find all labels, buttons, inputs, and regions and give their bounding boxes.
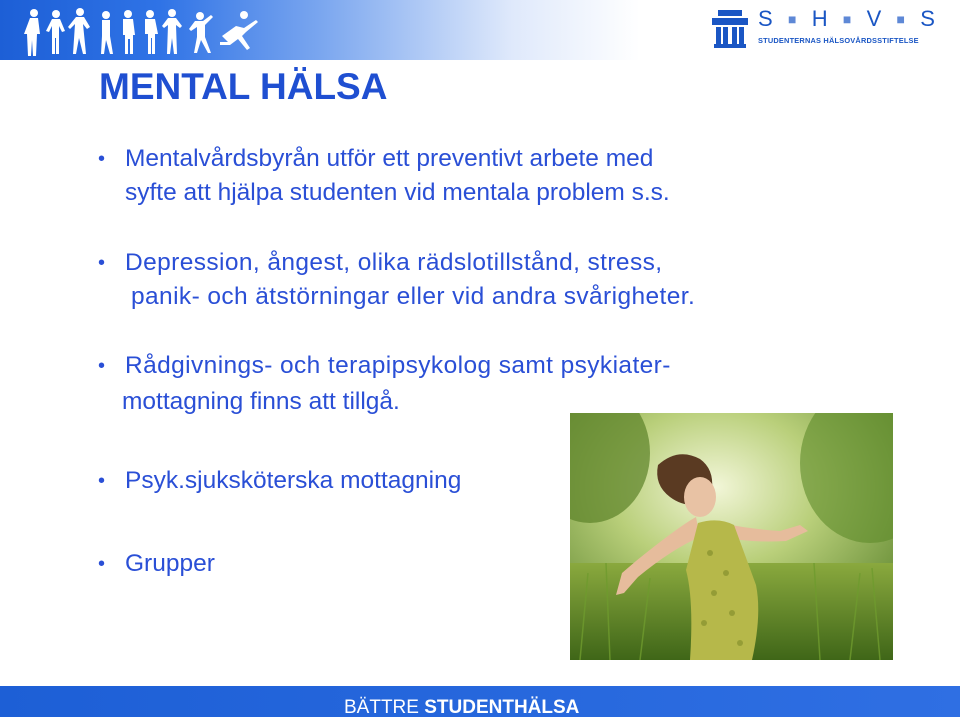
logo-wordmark — [758, 8, 936, 30]
footer-slogan-light: BÄTTRE — [344, 697, 419, 718]
header-banner — [0, 0, 640, 60]
bullet-line: Mentalvårdsbyrån utför ett preventivt arbete med — [125, 145, 654, 172]
bullet-line: mottagning finns att tillgå. — [122, 388, 400, 415]
bullet-line: Psyk.sjuksköterska mottagning — [125, 467, 462, 494]
people-silhouettes-icon — [22, 6, 262, 58]
bullet-dot: • — [98, 148, 106, 170]
logo-separator: ■ — [842, 11, 853, 27]
footer-slogan — [344, 697, 579, 719]
bullet-line: syfte att hjälpa studenten vid mentala problem s.s. — [125, 179, 670, 206]
bullet-dot: • — [98, 553, 106, 575]
footer-bar — [0, 686, 960, 717]
slide-title: MENTAL HÄLSA — [99, 66, 388, 107]
logo-letter: V — [866, 6, 883, 31]
bullet-dot: • — [98, 355, 106, 377]
bullet-dot: • — [98, 470, 106, 492]
woman-in-meadow-photo — [570, 413, 893, 660]
logo-separator: ■ — [787, 11, 798, 27]
bullet-line: Grupper — [125, 550, 215, 577]
logo-subtitle: STUDENTERNAS HÄLSOVÅRDSSTIFTELSE — [758, 36, 919, 45]
logo-letter: S — [920, 6, 936, 31]
bullet-line: Depression, ångest, olika rädslotillstånd, stress, — [125, 249, 663, 276]
shvs-logo — [712, 8, 936, 52]
logo-letter: S — [758, 6, 774, 31]
bullet-line: Rådgivnings- och terapipsykolog samt psykiater- — [125, 352, 671, 379]
pillar-logo-icon — [712, 10, 748, 48]
bullet-dot: • — [98, 252, 106, 274]
logo-letter: H — [811, 6, 829, 31]
meadow-image-icon — [570, 413, 893, 660]
bullet-line: panik- och ätstörningar eller vid andra svårigheter. — [131, 283, 696, 310]
footer-slogan-bold: STUDENTHÄLSA — [424, 697, 580, 718]
logo-separator: ■ — [896, 11, 906, 27]
